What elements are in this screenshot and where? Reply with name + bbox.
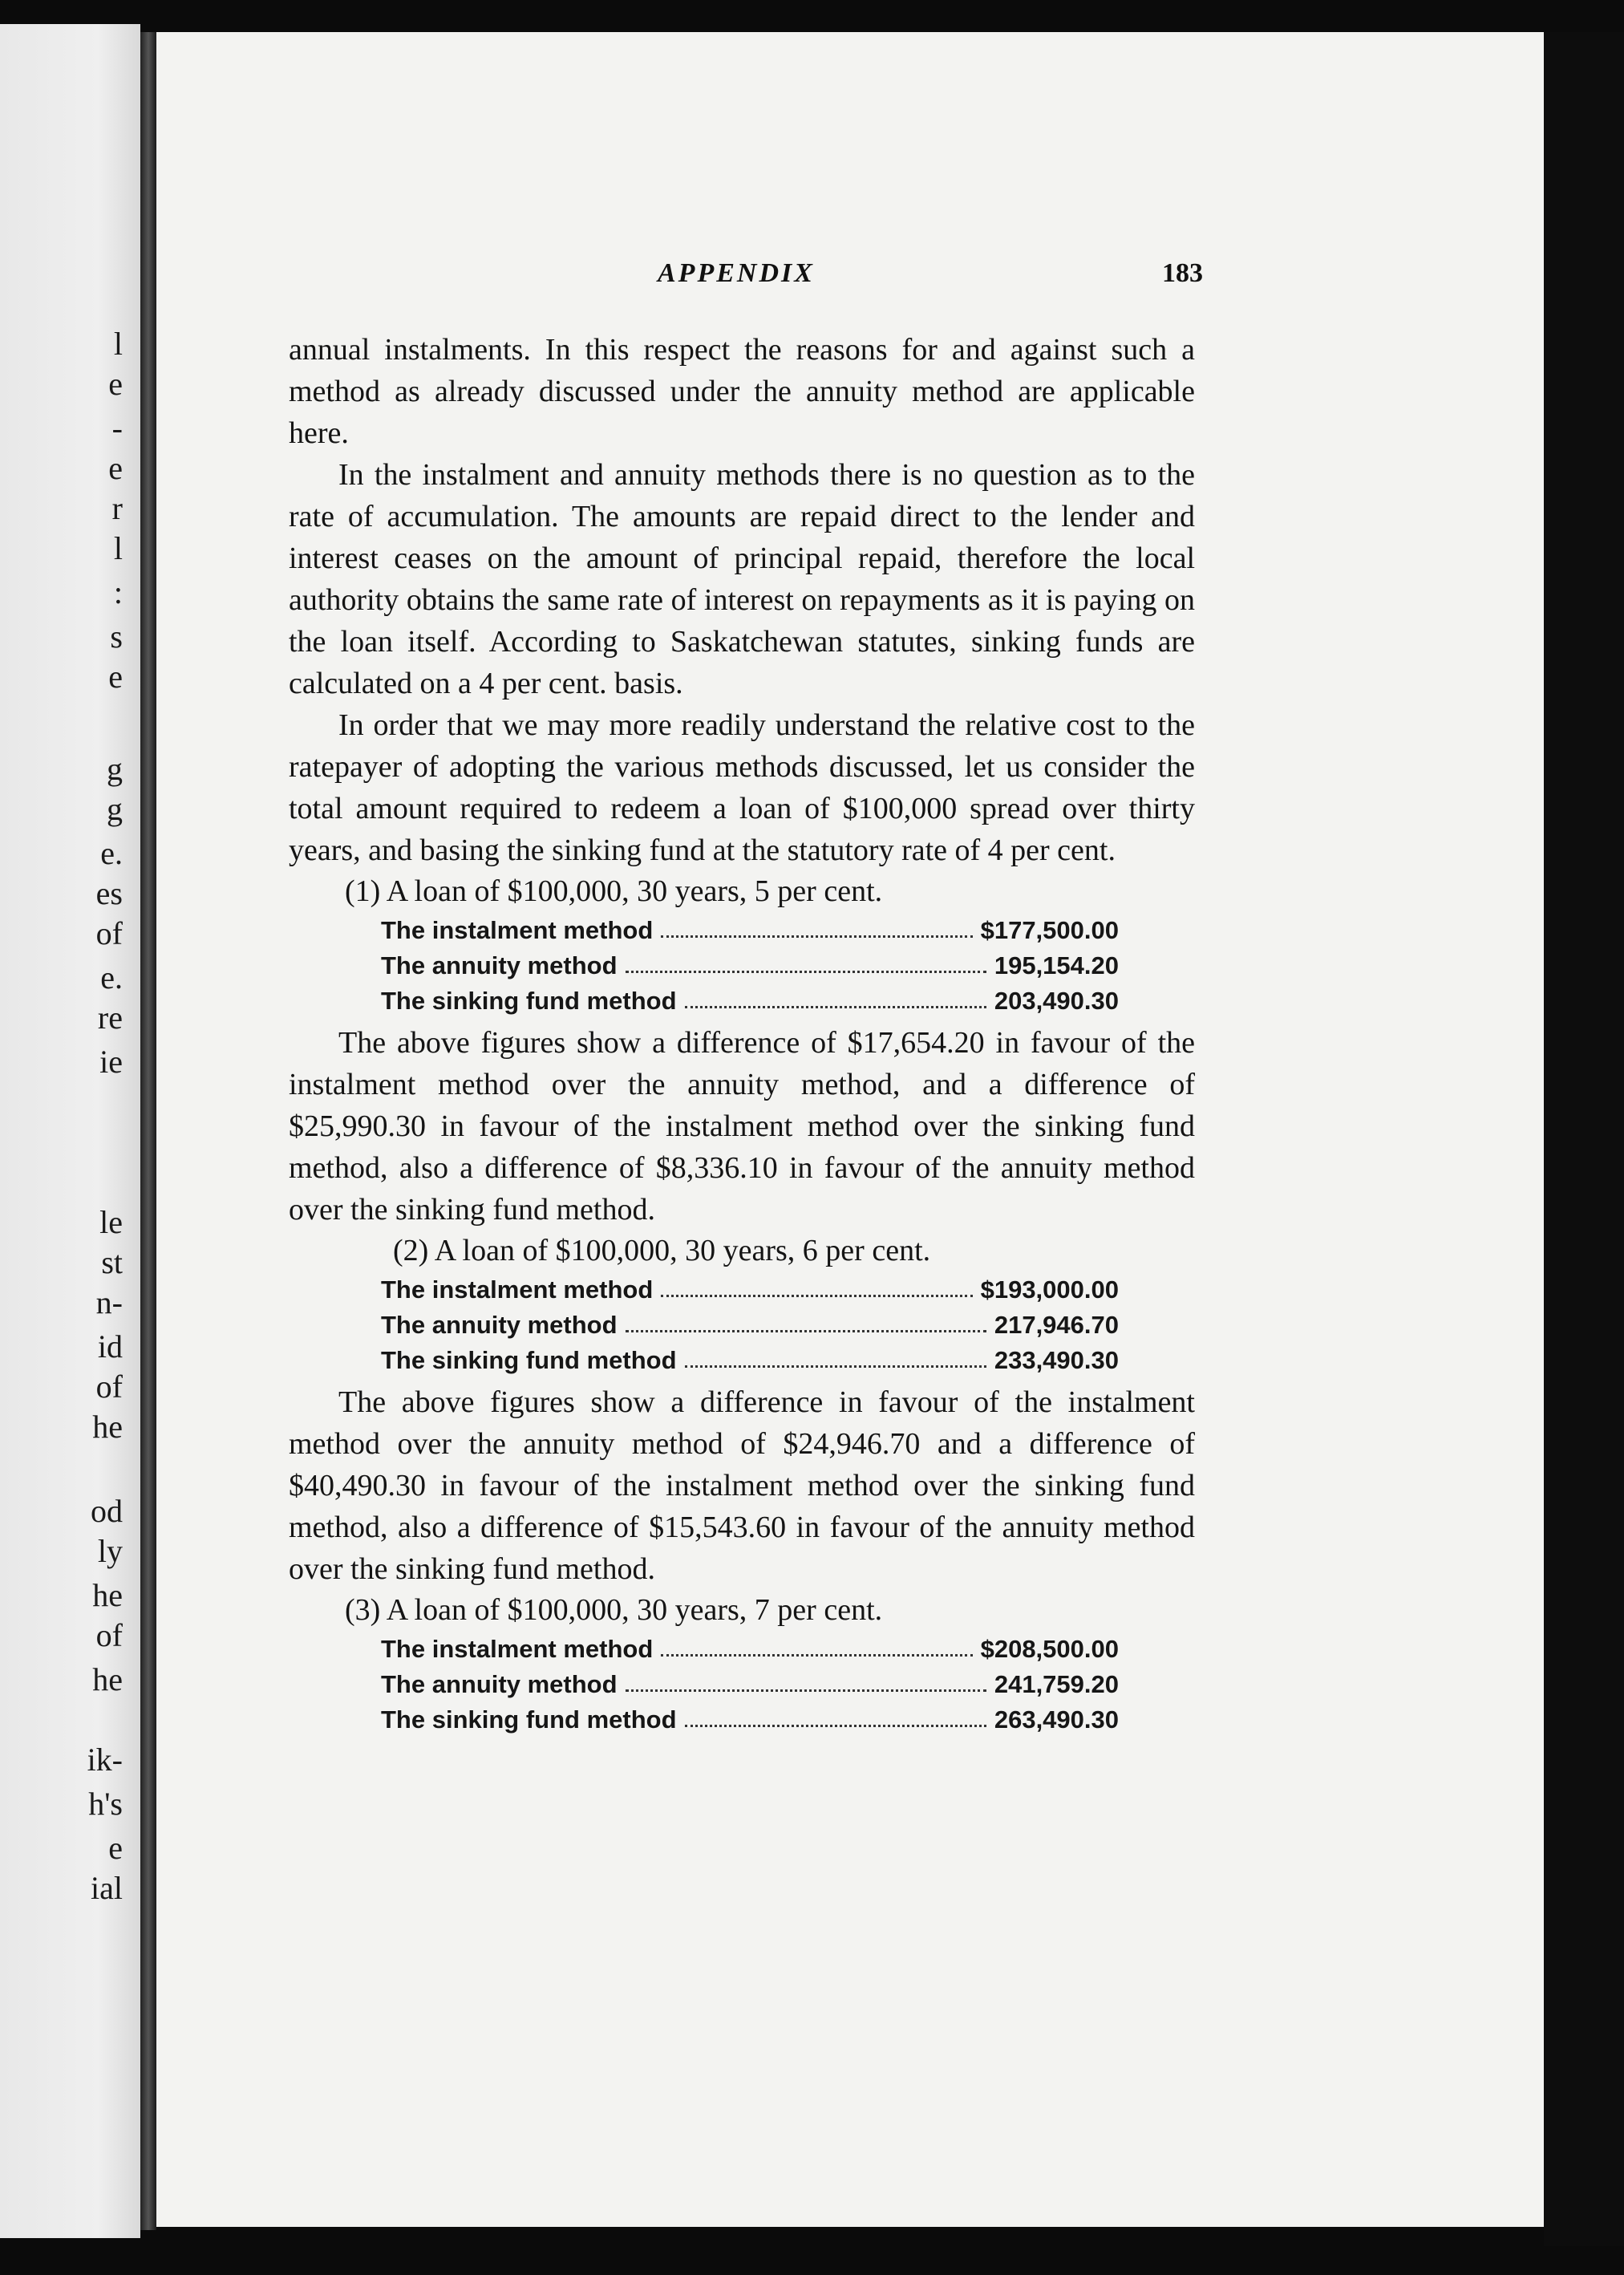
example-heading: (3) A loan of $100,000, 30 years, 7 per cent. bbox=[345, 1593, 883, 1627]
facing-page-fragment: ly bbox=[97, 1533, 123, 1569]
running-title: APPENDIX bbox=[658, 258, 815, 288]
method-amount: 263,490.30 bbox=[994, 1705, 1119, 1734]
facing-page-fragment: of bbox=[95, 1617, 123, 1653]
method-amount: $177,500.00 bbox=[980, 916, 1119, 944]
leader-dots bbox=[661, 1632, 972, 1657]
method-name: The sinking fund method bbox=[381, 987, 677, 1015]
method-amount: 233,490.30 bbox=[994, 1346, 1119, 1374]
facing-page-fragment: st bbox=[101, 1244, 123, 1280]
page-body bbox=[289, 329, 1195, 1741]
leader-dots bbox=[626, 948, 986, 973]
method-amount: 195,154.20 bbox=[994, 951, 1119, 979]
facing-page-fragment: n- bbox=[95, 1284, 123, 1320]
paragraph: In the instalment and annuity methods there is no question as to the rate of accumulation. The amounts are repaid direct to the lender and interest ceases on the amount of principal repaid, therefore the local authority obtains the same rate of interest on repayments as it is paying on the loan itself. According to Saskatchewan statutes, sinking funds are calculated on a 4 per cent. basis. bbox=[289, 458, 1195, 700]
leader-dots bbox=[685, 983, 986, 1008]
facing-page-fragment: he bbox=[92, 1409, 123, 1445]
method-amount: $208,500.00 bbox=[980, 1635, 1119, 1663]
facing-page-fragment: ie bbox=[99, 1044, 123, 1080]
facing-page-fragment: of bbox=[95, 1369, 123, 1405]
method-name: The sinking fund method bbox=[381, 1705, 677, 1734]
facing-page-fragment: h's bbox=[88, 1786, 123, 1822]
table-row bbox=[381, 1343, 1119, 1378]
method-amount: 203,490.30 bbox=[994, 987, 1119, 1015]
method-name: The sinking fund method bbox=[381, 1346, 677, 1374]
facing-page-fragment: re bbox=[97, 1000, 123, 1036]
leader-dots bbox=[626, 1308, 986, 1332]
facing-page-fragment: r bbox=[111, 490, 123, 526]
facing-page-fragment: he bbox=[92, 1661, 123, 1697]
facing-page-fragment: e. bbox=[100, 959, 123, 996]
table-row bbox=[381, 948, 1119, 983]
facing-page-fragment: s bbox=[110, 618, 123, 655]
table-row bbox=[381, 983, 1119, 1019]
method-amount: 217,946.70 bbox=[994, 1311, 1119, 1339]
facing-page-fragment: e bbox=[108, 1830, 123, 1866]
method-name: The annuity method bbox=[381, 1670, 618, 1698]
paragraph: annual instalments. In this respect the reasons for and against such a method as already discussed under the annuity method are applicable here. bbox=[289, 333, 1195, 450]
facing-page-fragment: he bbox=[92, 1577, 123, 1613]
facing-page-fragment: es bbox=[95, 875, 123, 911]
example-heading: (1) A loan of $100,000, 30 years, 5 per cent. bbox=[345, 874, 883, 908]
table-row bbox=[381, 913, 1119, 948]
leader-dots bbox=[661, 1272, 972, 1297]
method-amount: 241,759.20 bbox=[994, 1670, 1119, 1698]
facing-page-fragment: g bbox=[107, 751, 123, 787]
table-row bbox=[381, 1667, 1119, 1702]
table-row bbox=[381, 1308, 1119, 1343]
facing-page-fragment: od bbox=[91, 1493, 123, 1529]
facing-page-fragment: of bbox=[95, 915, 123, 951]
cost-table bbox=[381, 913, 1119, 1019]
paragraph: The above figures show a difference in favour of the instalment method over the annuity method of $24,946.70 and a difference of $40,490.30 in favour of the instalment method over the sinking fund method, also a difference of $15,543.60 in favour of the annuity method over the sinking fund method. bbox=[289, 1385, 1195, 1586]
example-heading: (2) A loan of $100,000, 30 years, 6 per cent. bbox=[393, 1234, 931, 1267]
method-name: The annuity method bbox=[381, 951, 618, 979]
facing-page-fragment: l bbox=[113, 530, 123, 566]
facing-page-fragment: id bbox=[97, 1328, 123, 1365]
facing-page-fragment: e bbox=[108, 366, 123, 402]
facing-page-text-fragments bbox=[0, 0, 140, 2275]
facing-page-fragment: e bbox=[108, 659, 123, 695]
method-amount: $193,000.00 bbox=[980, 1275, 1119, 1304]
facing-page-fragment: ik- bbox=[87, 1742, 123, 1778]
leader-dots bbox=[661, 913, 972, 938]
facing-page-fragment: - bbox=[111, 410, 123, 446]
leader-dots bbox=[626, 1667, 986, 1692]
table-row bbox=[381, 1632, 1119, 1667]
method-name: The instalment method bbox=[381, 1275, 654, 1304]
method-name: The instalment method bbox=[381, 1635, 654, 1663]
page-header bbox=[289, 258, 1203, 306]
facing-page-fragment: l bbox=[113, 326, 123, 362]
facing-page-fragment: e bbox=[108, 450, 123, 486]
facing-page-fragment: le bbox=[99, 1204, 123, 1240]
page-number: 183 bbox=[1162, 258, 1203, 288]
table-row bbox=[381, 1702, 1119, 1738]
facing-page-fragment: g bbox=[107, 791, 123, 827]
facing-page-fragment: : bbox=[113, 574, 123, 610]
paragraph: In order that we may more readily understand the relative cost to the ratepayer of adopting the various methods discussed, let us consider the total amount required to redeem a loan of $100,000 spread over thirty years, and basing the sinking fund at the statutory rate of 4 per cent. bbox=[289, 708, 1195, 867]
leader-dots bbox=[685, 1343, 986, 1368]
scan-background bbox=[1544, 32, 1624, 2246]
facing-page-fragment: e. bbox=[100, 835, 123, 871]
cost-table bbox=[381, 1632, 1119, 1738]
paragraph: The above figures show a difference of $17,654.20 in favour of the instalment method over the annuity method, and a difference of $25,990.30 in favour of the instalment method over the sinking fund method, also a difference of $8,336.10 in favour of the annuity method over the sinking fund method. bbox=[289, 1026, 1195, 1227]
cost-table bbox=[381, 1272, 1119, 1378]
method-name: The annuity method bbox=[381, 1311, 618, 1339]
book-gutter bbox=[140, 32, 156, 2230]
leader-dots bbox=[685, 1702, 986, 1727]
table-row bbox=[381, 1272, 1119, 1308]
method-name: The instalment method bbox=[381, 916, 654, 944]
facing-page-fragment: ial bbox=[91, 1870, 123, 1906]
